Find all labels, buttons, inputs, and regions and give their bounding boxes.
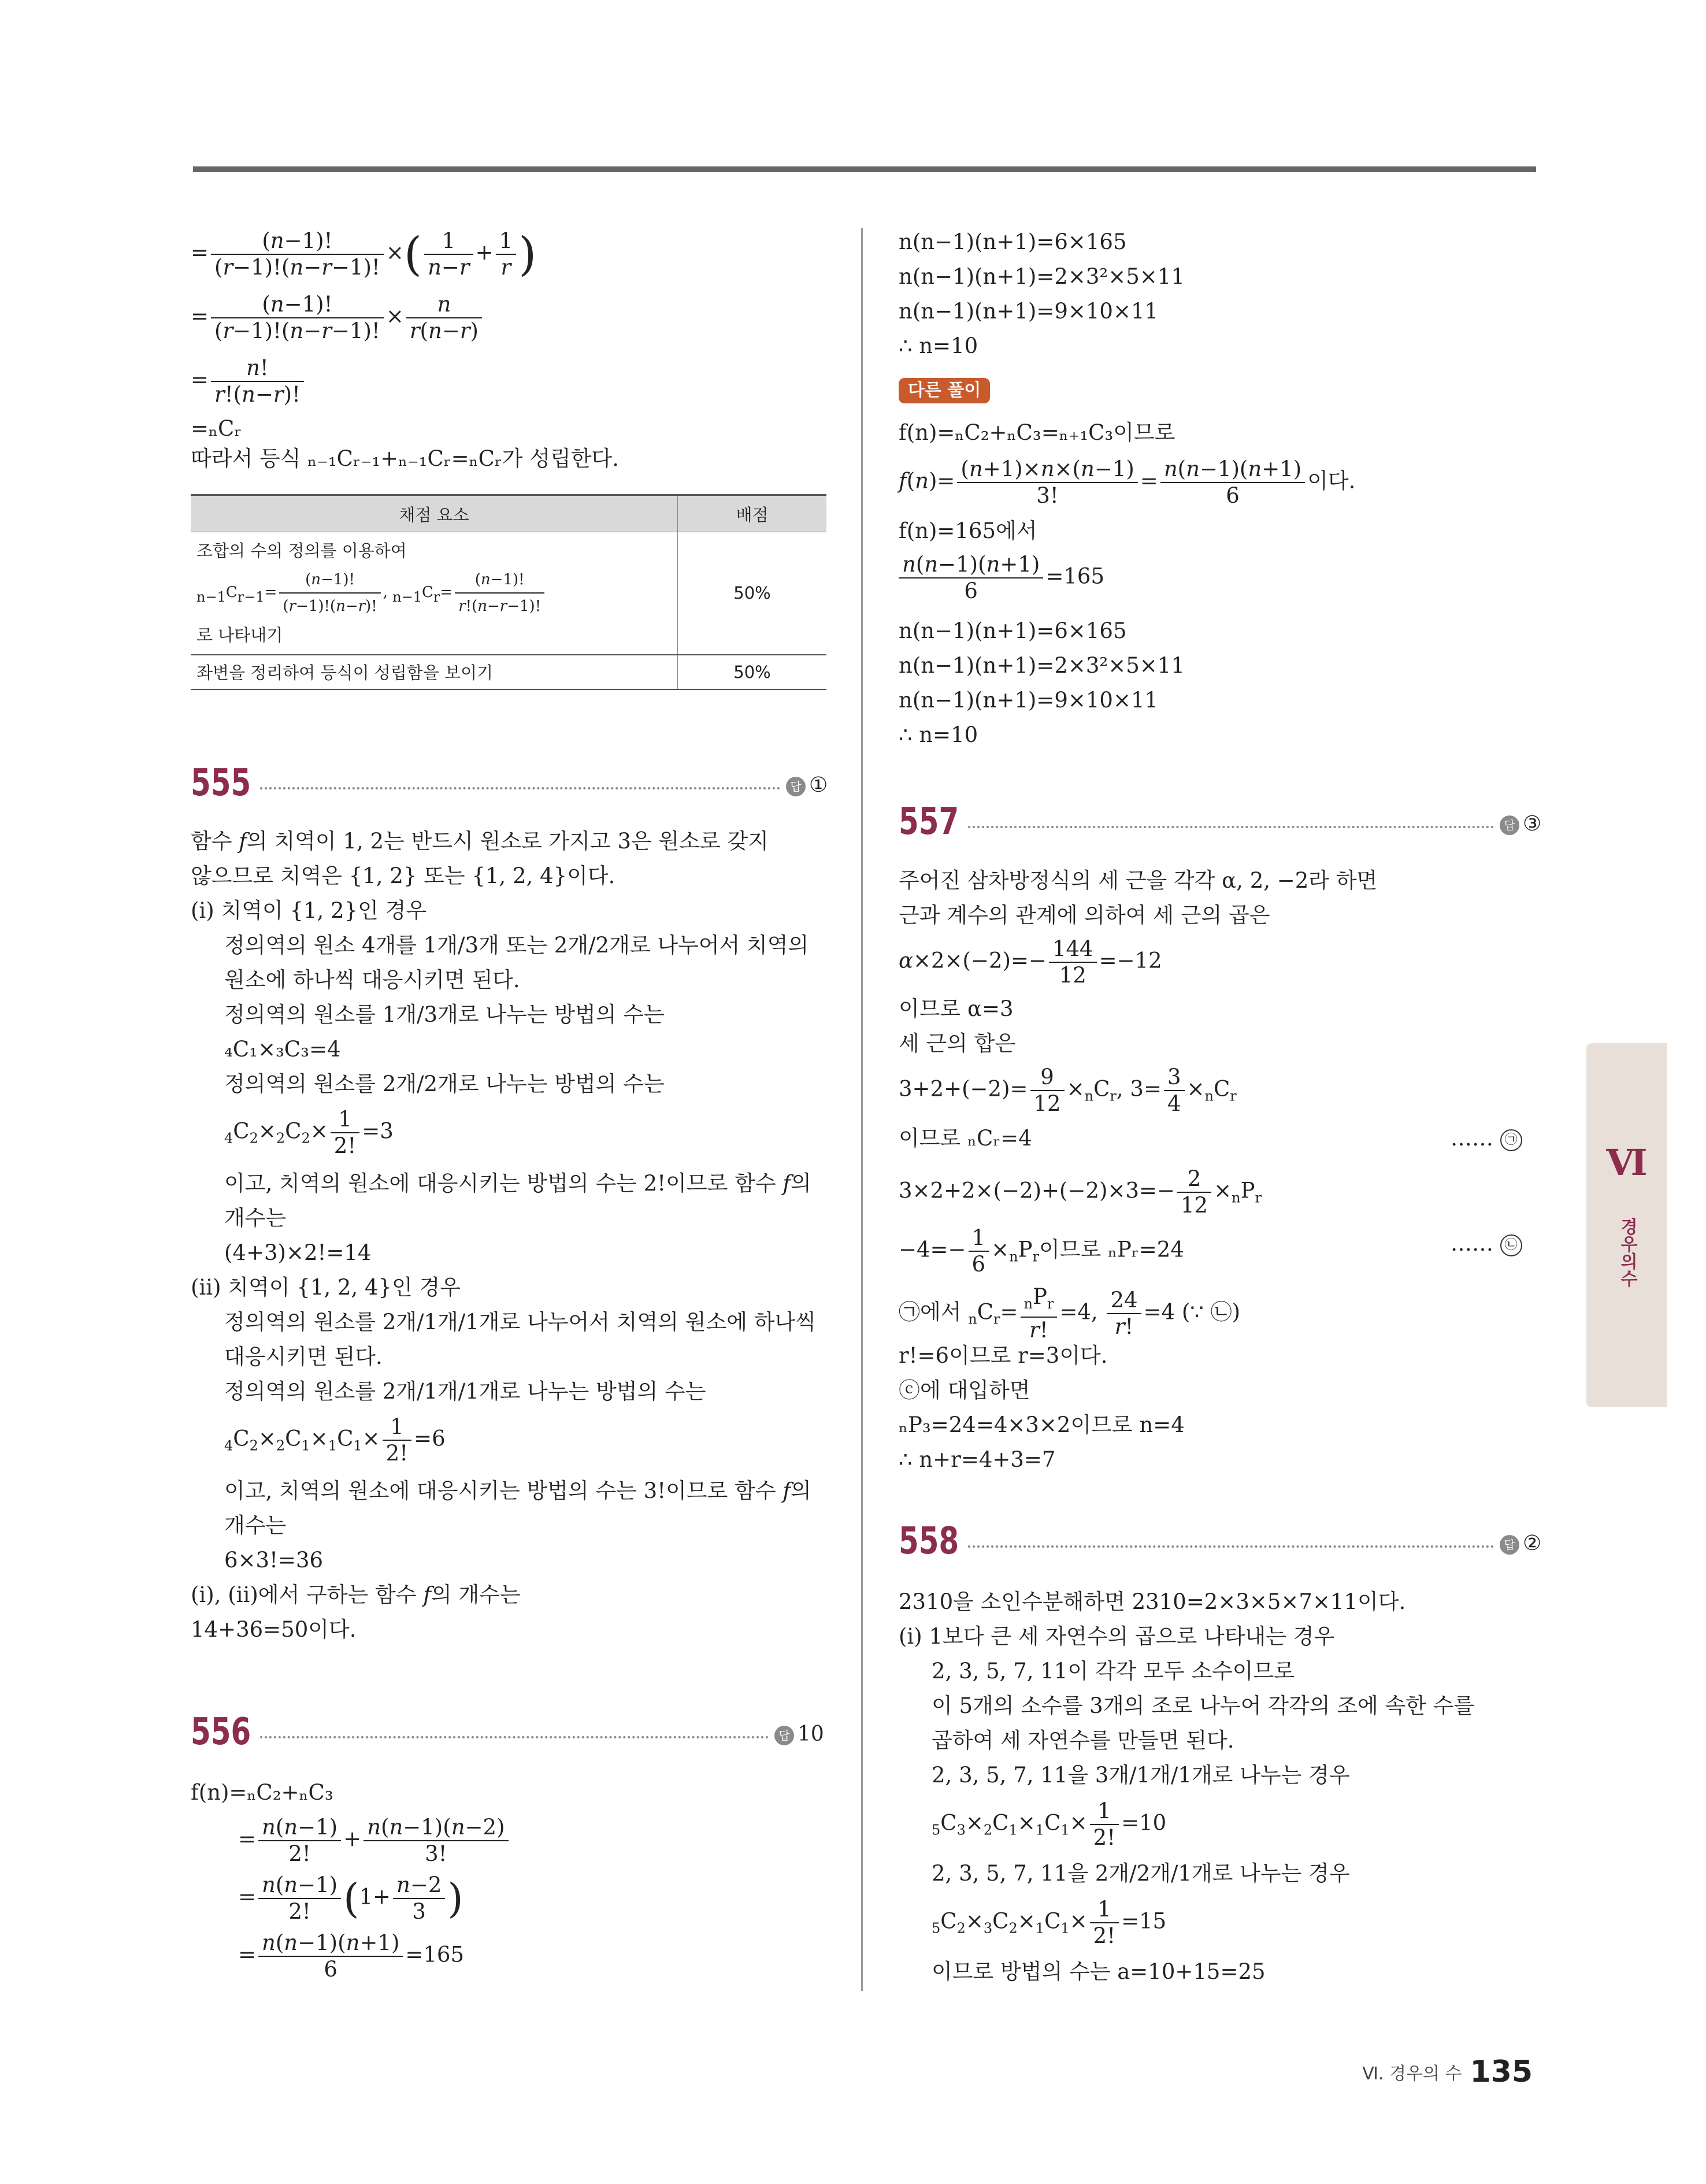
page-number: 135: [1470, 2055, 1533, 2089]
p557-line-2: 근과 계수의 관계에 의하여 세 근의 곱은: [899, 903, 1270, 928]
p557-line-6: 3+2+(−2)= $\frac{9}{12}$ $\times_nC_r$, 3= $\frac{3}{4}$ $\times_nC_r$: [899, 1065, 1237, 1116]
p557-line-4: 이므로 α=3: [899, 996, 1014, 1021]
dotted-leader: [260, 787, 780, 789]
table-row-1-score: 50%: [678, 532, 827, 655]
p558-line-0: 2310을 소인수분해하면 2310=2×3×5×7×11이다.: [899, 1589, 1406, 1614]
p557-line-8: 3×2+2×(−2)+(−2)×3=− $\frac{2}{12}$ $\times_nP_r$: [899, 1166, 1262, 1218]
p556-alt-line-2: f(n)= $\frac{(n+1)\times n\times(n-1)}{3!}$ = $\frac{n(n-1)(n+1)}{6}$ 이다.: [899, 457, 1356, 508]
p557-line-12: ⓒ에 대입하면: [899, 1378, 1030, 1403]
problem-557-number: 557: [899, 800, 959, 843]
marker-b: …… ㉡: [1451, 1230, 1522, 1258]
p556-line-4: = $\frac{n(n-1)(n+1)}{6}$ =165: [238, 1930, 465, 1982]
scoring-table: [191, 494, 826, 690]
p557-line-7: 이므로 ₙCᵣ=4: [899, 1126, 1032, 1151]
footer-chapter-label: Ⅵ. 경우의 수: [1362, 2064, 1462, 2084]
column-divider: [861, 228, 863, 1991]
problem-556-header: [191, 1711, 826, 1757]
p556-right-0: n(n−1)(n+1)=6×165: [899, 229, 1127, 254]
table-row-1-formula: n−1Cr−1= $\frac{(n-1)!}{(r-1)!(n-r)!}$ , n−1Cr= $\frac{(n-1)!}{r!(n-r-1)!}$: [196, 563, 677, 622]
table-row-2-score: 50%: [678, 655, 827, 689]
p555-line-10: (4+3)×2!=14: [224, 1240, 372, 1265]
problem-558-number: 558: [899, 1520, 959, 1563]
p558-line-5: 2, 3, 5, 7, 11을 3개/1개/1개로 나누는 경우: [932, 1763, 1350, 1788]
problem-556-answer: 답 10: [774, 1722, 824, 1746]
p556-line-1: f(n)=ₙC₂+ₙC₃: [191, 1780, 333, 1805]
conclusion-text: 따라서 등식 ₙ₋₁Cᵣ₋₁+ₙ₋₁Cᵣ=ₙCᵣ가 성립한다.: [191, 446, 620, 471]
p555-line-6: ₄C₁×₃C₃=4: [224, 1037, 341, 1062]
answer-icon: 답: [1500, 1535, 1519, 1555]
p558-line-4: 곱하여 세 자연수를 만들면 된다.: [932, 1728, 1234, 1753]
p555-line-14: 정의역의 원소를 2개/1개/1개로 나누는 방법의 수는: [224, 1379, 706, 1404]
table-row-1-line3: 로 나타내기: [196, 625, 283, 646]
problem-555-number: 555: [191, 762, 251, 804]
chapter-side-tab[interactable]: [1586, 1043, 1667, 1407]
answer-icon: 답: [774, 1726, 794, 1745]
eq-line-2: = $\frac{(n-1)!}{(r-1)!(n-r-1)!}$ × $\frac{n}{r(n-r)}$: [191, 292, 484, 344]
answer-icon: 답: [786, 777, 806, 796]
p555-line-17: 6×3!=36: [224, 1548, 324, 1573]
p556-right-2: n(n−1)(n+1)=9×10×11: [899, 299, 1159, 324]
top-rule: [193, 166, 1536, 172]
p556-alt-5: n(n−1)(n+1)=6×165: [899, 618, 1127, 643]
p558-line-6: 2, 3, 5, 7, 11을 2개/2개/1개로 나누는 경우: [932, 1861, 1350, 1886]
p557-line-10: ㉠에서 $_nC_r=$ $\frac{_nP_r}{r!}$ =4, $\frac{24}{r!}$ =4 (∵ ㉡): [899, 1284, 1241, 1343]
circled-b-icon: ㉡: [1500, 1234, 1522, 1256]
p555-line-0: 함수 𝑓의 치역이 1, 2는 반드시 원소로 가지고 3은 원소로 갖지: [191, 829, 769, 854]
p555-line-5: 정의역의 원소를 1개/3개로 나누는 방법의 수는: [224, 1002, 665, 1027]
p558-formula-b: $_5C_2\times_3C_2\times_1C_1\times$ $\frac{1}{2!}$ =15: [932, 1897, 1167, 1948]
p555-line-19: 14+36=50이다.: [191, 1617, 357, 1642]
p555-line-1: 않으므로 치역은 {1, 2} 또는 {1, 2, 4}이다.: [191, 863, 615, 888]
p555-line-12: 정의역의 원소를 2개/1개/1개로 나누어서 치역의 원소에 하나씩: [224, 1310, 816, 1334]
p557-line-1: 주어진 삼차방정식의 세 근을 각각 α, 2, −2라 하면: [899, 868, 1378, 893]
problem-556-number: 556: [191, 1711, 251, 1753]
p557-line-5: 세 근의 합은: [899, 1031, 1016, 1056]
table-row-2-item: 좌변을 정리하여 등식이 성립함을 보이기: [191, 655, 678, 689]
marker-a: …… ㉠: [1451, 1125, 1522, 1152]
eq-line-1: = $\frac{(n-1)!}{(r-1)!(n-r-1)!}$ ×( $\frac{1}{n-r}$ + $\frac{1}{r}$ ): [191, 227, 537, 281]
chapter-title-vertical: 경우의수: [1617, 1218, 1637, 1287]
alternate-solution-badge: 다른 풀이: [899, 378, 990, 403]
chapter-roman-numeral: Ⅵ: [1606, 1141, 1648, 1184]
p556-alt-7: n(n−1)(n+1)=9×10×11: [899, 688, 1159, 713]
table-header-item: 채점 요소: [191, 495, 678, 532]
p557-line-13: ₙP₃=24=4×3×2이므로 n=4: [899, 1412, 1185, 1437]
p555-line-15: 이고, 치역의 원소에 대응시키는 방법의 수는 3!이므로 함수 𝑓의: [224, 1478, 811, 1503]
dotted-leader: [968, 826, 1494, 828]
p556-right-1: n(n−1)(n+1)=2×3²×5×11: [899, 264, 1185, 289]
p555-line-8: 이고, 치역의 원소에 대응시키는 방법의 수는 2!이므로 함수 𝑓의: [224, 1171, 811, 1196]
problem-558-header: [899, 1520, 1540, 1566]
p556-line-3: = $\frac{n(n-1)}{2!}$ (1+ $\frac{n-2}{3}$ ): [238, 1872, 463, 1924]
p558-line-1: (i) 1보다 큰 세 자연수의 곱으로 나타내는 경우: [899, 1624, 1335, 1649]
p558-line-2: 2, 3, 5, 7, 11이 각각 모두 소수이므로: [932, 1659, 1295, 1684]
p556-right-3: ∴ n=10: [899, 333, 978, 358]
p556-alt-8: ∴ n=10: [899, 722, 978, 747]
problem-557-answer: 답 ③: [1500, 812, 1541, 836]
p557-line-11: r!=6이므로 r=3이다.: [899, 1343, 1108, 1368]
p555-formula-a: $_4C_2\times_2C_2\times$ $\frac{1}{2!}$ =3: [224, 1107, 394, 1158]
p558-formula-a: $_5C_3\times_2C_1\times_1C_1\times$ $\frac{1}{2!}$ =10: [932, 1799, 1167, 1850]
p555-line-9: 개수는: [224, 1206, 287, 1230]
p557-line-3: α×2×(−2)=− $\frac{144}{12}$ =−12: [899, 936, 1162, 988]
p556-alt-line-1: f(n)=ₙC₂+ₙC₃=ₙ₊₁C₃이므로: [899, 420, 1175, 445]
answer-icon: 답: [1500, 815, 1519, 835]
p555-line-11: (ii) 치역이 {1, 2, 4}인 경우: [191, 1275, 461, 1300]
p556-alt-line-3: f(n)=165에서: [899, 518, 1037, 543]
p555-line-7: 정의역의 원소를 2개/2개로 나누는 방법의 수는: [224, 1071, 665, 1096]
p555-line-16: 개수는: [224, 1513, 287, 1538]
p555-line-13: 대응시키면 된다.: [224, 1344, 383, 1369]
p555-line-2: (i) 치역이 {1, 2}인 경우: [191, 898, 427, 923]
table-header-score: 배점: [678, 495, 827, 532]
table-row-1-item: [191, 532, 678, 655]
table-row-1-line1: 조합의 수의 정의를 이용하여: [196, 541, 407, 561]
eq-line-4: =ₙCᵣ: [191, 416, 242, 441]
problem-555-header: [191, 762, 826, 808]
problem-555-answer: 답 ①: [786, 773, 828, 797]
p556-alt-line-4: $\frac{n(n-1)(n+1)}{6}$ =165: [899, 552, 1104, 604]
eq-line-3: = $\frac{n!}{r!(n-r)!}$: [191, 355, 306, 407]
p555-line-3: 정의역의 원소 4개를 1개/3개 또는 2개/2개로 나누어서 치역의: [224, 933, 809, 958]
p556-alt-6: n(n−1)(n+1)=2×3²×5×11: [899, 653, 1185, 678]
p555-line-18: (i), (ii)에서 구하는 함수 𝑓의 개수는: [191, 1582, 521, 1607]
p557-line-9: −4=− $\frac{1}{6}$ $\times_nP_r$이므로 ₙPᵣ=24: [899, 1225, 1184, 1277]
p558-line-3: 이 5개의 소수를 3개의 조로 나누어 각각의 조에 속한 수를: [932, 1693, 1475, 1718]
p558-line-7: 이므로 방법의 수는 a=10+15=25: [932, 1959, 1266, 1984]
p555-formula-b: $_4C_2\times_2C_1\times_1C_1\times$ $\frac{1}{2!}$ =6: [224, 1414, 446, 1466]
p556-line-2: = $\frac{n(n-1)}{2!}$ + $\frac{n(n-1)(n-2)}{3!}$: [238, 1815, 511, 1867]
page-footer: [1362, 2055, 1533, 2089]
dotted-leader: [968, 1545, 1494, 1548]
p557-line-14: ∴ n+r=4+3=7: [899, 1447, 1056, 1472]
problem-558-answer: 답 ②: [1500, 1532, 1541, 1555]
p555-line-4: 원소에 하나씩 대응시키면 된다.: [224, 967, 520, 992]
problem-557-header: [899, 800, 1540, 847]
dotted-leader: [260, 1736, 769, 1738]
circled-a-icon: ㉠: [1500, 1129, 1522, 1151]
